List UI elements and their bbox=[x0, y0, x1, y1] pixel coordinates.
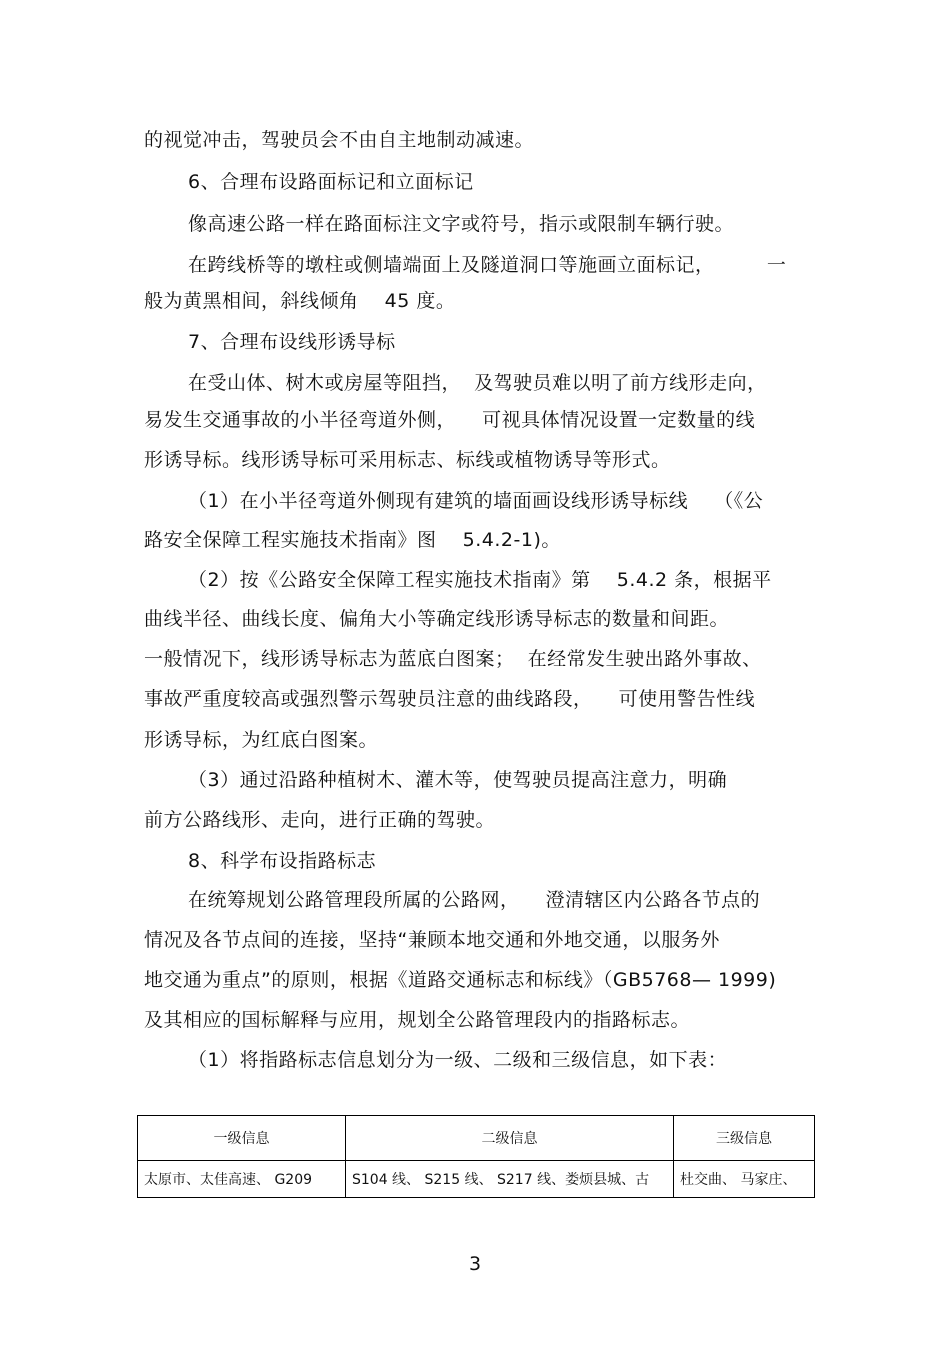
paragraph-line: （3）通过沿路种植树木、灌木等，使驾驶员提高注意力，明确 bbox=[188, 769, 728, 791]
paragraph-line: 形诱导标，为红底白图案。 bbox=[144, 729, 379, 751]
paragraph-line: 般为黄黑相间，斜线倾角 45 度。 bbox=[144, 290, 456, 312]
table-header-row bbox=[138, 1116, 815, 1161]
info-level-table bbox=[137, 1115, 815, 1198]
page-number: 3 bbox=[468, 1253, 482, 1275]
paragraph-line: 情况及各节点间的连接，坚持“兼顾本地交通和外地交通，以服务外 bbox=[144, 929, 720, 951]
table-header-cell: 三级信息 bbox=[674, 1116, 815, 1161]
paragraph-line: 路安全保障工程实施技术指南》图 5.4.2-1)。 bbox=[144, 529, 561, 551]
table-cell: S104 线、 S215 线、 S217 线、娄烦县城、古 bbox=[346, 1161, 674, 1198]
section-heading-8: 8、科学布设指路标志 bbox=[188, 850, 377, 872]
table-header-cell: 二级信息 bbox=[346, 1116, 674, 1161]
paragraph-line: 一般情况下，线形诱导标志为蓝底白图案； 在经常发生驶出路外事故、 bbox=[144, 648, 762, 670]
paragraph-line: 在跨线桥等的墩柱或侧墙端面上及隧道洞口等施画立面标记， 一 bbox=[188, 254, 787, 276]
table-cell: 杜交曲、 马家庄、 bbox=[674, 1161, 815, 1198]
section-heading-6: 6、合理布设路面标记和立面标记 bbox=[188, 171, 474, 193]
paragraph-line: 的视觉冲击，驾驶员会不由自主地制动减速。 bbox=[144, 129, 535, 151]
paragraph-line: 在受山体、树木或房屋等阻挡， 及驾驶员难以明了前方线形走向， bbox=[188, 372, 767, 394]
paragraph-line: 形诱导标。线形诱导标可采用标志、标线或植物诱导等形式。 bbox=[144, 449, 671, 471]
section-heading-7: 7、合理布设线形诱导标 bbox=[188, 331, 396, 353]
paragraph-line: 易发生交通事故的小半径弯道外侧， 可视具体情况设置一定数量的线 bbox=[144, 409, 756, 431]
paragraph-line: 事故严重度较高或强烈警示驾驶员注意的曲线路段， 可使用警告性线 bbox=[144, 688, 756, 710]
paragraph-line: 在统筹规划公路管理段所属的公路网， 澄清辖区内公路各节点的 bbox=[188, 889, 761, 911]
table-row bbox=[138, 1161, 815, 1198]
table-header-cell: 一级信息 bbox=[138, 1116, 346, 1161]
paragraph-line: 前方公路线形、走向，进行正确的驾驶。 bbox=[144, 809, 496, 831]
table-cell: 太原市、太佳高速、 G209 bbox=[138, 1161, 346, 1198]
paragraph-line: 地交通为重点”的原则，根据《道路交通标志和标线》（GB5768— 1999) bbox=[144, 969, 777, 991]
paragraph-line: 像高速公路一样在路面标注文字或符号，指示或限制车辆行驶。 bbox=[188, 213, 735, 235]
paragraph-line: （1）将指路标志信息划分为一级、二级和三级信息，如下表： bbox=[188, 1049, 728, 1071]
paragraph-line: （2）按《公路安全保障工程实施技术指南》第 5.4.2 条，根据平 bbox=[188, 569, 772, 591]
paragraph-line: 曲线半径、曲线长度、偏角大小等确定线形诱导标志的数量和间距。 bbox=[144, 608, 730, 630]
paragraph-line: 及其相应的国标解释与应用，规划全公路管理段内的指路标志。 bbox=[144, 1009, 691, 1031]
paragraph-line: （1）在小半径弯道外侧现有建筑的墙面画设线形诱导标线 （《公 bbox=[188, 490, 764, 512]
